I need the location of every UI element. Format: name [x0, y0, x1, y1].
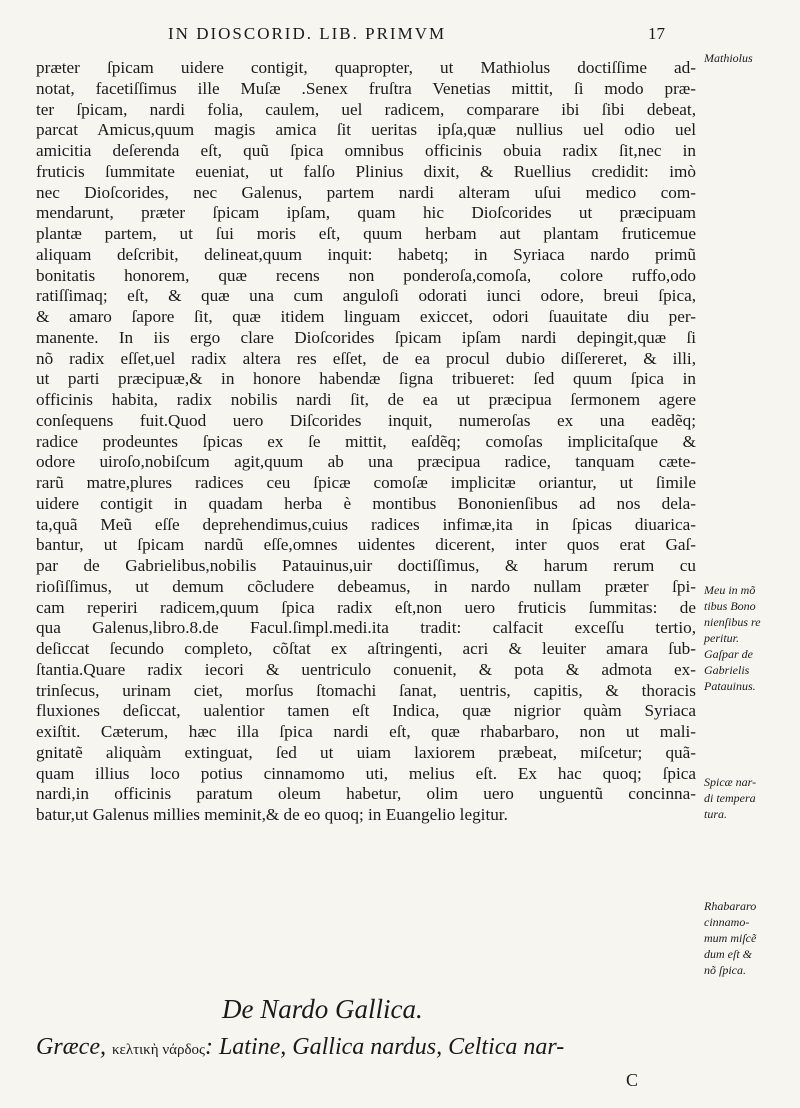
text-line: fluxiones deſiccat, ualentior tamen eſt Indica, quæ nigrior quàm Syriaca [36, 701, 696, 721]
text-line: manente. In iis ergo clare Dioſcorides ſpicam ipſam nardi depingit,quæ ſi [36, 327, 696, 347]
text-line: rarũ matre,plures radices ceu ſpicæ comoſæ implicitæ oriantur, ut ſimile [36, 473, 696, 492]
text-line: nõ radix eſſet,uel radix altera res eſſet, de ea procul dubio diſſereret, & illi, [36, 348, 696, 368]
text-line: exiſtit. Cæterum, hæc illa ſpica nardi eſt, quæ rhabarbaro, non ut mali- [36, 722, 696, 741]
text-line: deſiccat ſecundo completo, cõſtat ex aſtringenti, acri & leuiter amara ſub- [36, 639, 696, 658]
text-line: mendarunt, præter ſpicam ipſam, quam hic Dioſcorides ut præcipuam [36, 203, 696, 223]
text-line: ut parti præcipuæ,& in honore habendæ ſigna tribueret: ſed quum ſpica in [36, 369, 696, 389]
text-line: nardi,in officinis paratum oleum habetur, olim uero unguentũ concinna- [36, 784, 696, 804]
text-line: ta,quã Meũ eſſe deprehendimus,cuius radices infimæ,ita in ſpicas diuarica- [36, 514, 696, 534]
margin-note-line: cinnamo- [704, 915, 750, 929]
margin-note-line: tibus Bono [704, 599, 756, 613]
text-line: ſtantia.Quare radix iecori & uentriculo conuenit, & pota & admota ex- [36, 659, 696, 679]
text-line: plantæ partem, ut ſui moris eſt, quum herbam aut plantam fruticemue [36, 224, 696, 243]
text-line: rioſiſſimus, ut demum cõcludere debeamus, in nardo nullam præter ſpi- [36, 576, 696, 596]
page-number: 17 [648, 24, 665, 43]
margin-note-line: Mathiolus [704, 51, 753, 65]
margin-note-line: di tempera [704, 791, 756, 805]
text-line: uidere contigit in quadam herba è montibus Bononienſibus ad nos dela- [36, 493, 696, 513]
margin-note-meu [704, 582, 796, 694]
text-line: bantur, ut ſpicam nardũ eſſe,omnes uidentes dicerent, inter quos erat Gaſ- [36, 535, 696, 555]
nomenclature-greek-term: κελτικὴ νάρδος [111, 1042, 205, 1058]
text-line: radice prodeuntes ſpicas ex ſe mittit, eaſdẽq; comoſas implicitaſque & [36, 431, 696, 451]
margin-note-spica-temperatura [704, 774, 796, 822]
margin-note-line: nienſibus re [704, 615, 761, 629]
text-line: gnitatẽ aliquàm extinguat, ſed ut uiam laxiorem præbeat, miſcetur; quã- [36, 742, 696, 762]
margin-note-line: Spicæ nar- [704, 775, 757, 789]
text-line: parcat Amicus,quum magis amica ſit ueritas ipſa,quæ nullius uel odio uel [36, 120, 696, 140]
margin-note-line: dum eſt & [704, 947, 752, 961]
margin-note-line: nõ ſpica. [704, 963, 746, 977]
signature-mark: C [626, 1070, 639, 1090]
text-line: fruticis ſummitate eueniat, ut falſo Plinius dixit, & Ruellius credidit: imò [36, 161, 696, 181]
running-head: IN DIOSCORID. LIB. PRIMVM [168, 24, 447, 43]
margin-note-line: Gabrielis [704, 663, 750, 677]
section-heading: De Nardo Gallica. [222, 994, 423, 1024]
text-line: par de Gabrielibus,nobilis Patauinus,uir doctiſſimus, & harum rerum cu [36, 556, 696, 575]
margin-note-line: mum miſcẽ [704, 931, 757, 945]
nomenclature-latin: : Latine, Gallica nardus, Celtica nar- [204, 1034, 565, 1060]
margin-note-line: peritur. [704, 631, 740, 645]
text-line: nec Dioſcorides, nec Galenus, partem nardi alteram uſui medico com- [36, 182, 696, 202]
text-line: aliquam deſcribit, delineat,quum inquit: habetq; in Syriaca nardo primũ [36, 244, 696, 264]
text-line: amicitia deſerenda eſt, quũ ſpica omnibus officinis obuia radix ſit,nec in [36, 141, 696, 160]
margin-note-line: Patauinus. [704, 679, 756, 693]
text-line: bonitatis honorem, quæ recens non ponderoſa,comoſa, colore ruffo,odo [36, 265, 696, 285]
text-line: odore uiroſo,nobiſcum agit,quum ab una præcipua radice, tanquam cæte- [36, 452, 696, 472]
text-line: præter ſpicam uidere contigit, quapropter, ut Mathiolus doctiſſime ad- [36, 58, 696, 77]
text-line: cam reperiri radicem,quum ſpica radix eſt,non uero fruticis ſummitas: de [36, 597, 696, 617]
margin-note-rhabarbaro [704, 898, 796, 978]
text-line: trinſecus, urinam ciet, morſus ſtomachi ſanat, uentris, capitis, & thoracis [36, 680, 696, 700]
margin-note-line: tura. [704, 807, 728, 821]
margin-note-mathiolus [704, 50, 796, 66]
text-line: notat, facetiſſimus ille Muſæ .Senex fruſtra Venetias mittit, ſi modo præ- [36, 78, 696, 98]
text-line: batur,ut Galenus millies meminit,& de eo quoq; in Euangelio legitur. [36, 805, 508, 824]
body-text [36, 58, 696, 826]
margin-note-line: Rhabararo [704, 899, 757, 913]
text-line: & amaro ſapore ſit, quæ itidem linguam exiccet, odori ſuauitate diu per- [36, 307, 696, 326]
nomenclature-greek-label: Græce, [36, 1034, 112, 1060]
text-line: quam illius loco potius cinnamomo uti, melius eſt. Ex hac quoq; ſpica [36, 763, 696, 783]
text-line: qua Galenus,libro.8.de Facul.ſimpl.medi.ita tradit: calfacit exceſſu tertio, [36, 618, 696, 638]
text-line: officinis habita, radix nobilis nardi ſit, de ea ut præcipua ſermonem agere [36, 390, 696, 409]
text-line: conſequens fuit.Quod uero Diſcorides inquit, numeroſas ex una eadẽq; [36, 410, 696, 430]
text-line: ter ſpicam, nardi folia, caulem, uel radicem, comparare ibi ſibi debeat, [36, 99, 696, 119]
margin-note-line: Gaſpar de [704, 647, 753, 661]
nomenclature-line [36, 1034, 686, 1061]
text-line: ratiſſimaq; eſt, & quæ una cum anguloſi odorati iunci odore, breui ſpica, [36, 286, 696, 306]
margin-note-line: Meu in mõ [704, 583, 756, 597]
